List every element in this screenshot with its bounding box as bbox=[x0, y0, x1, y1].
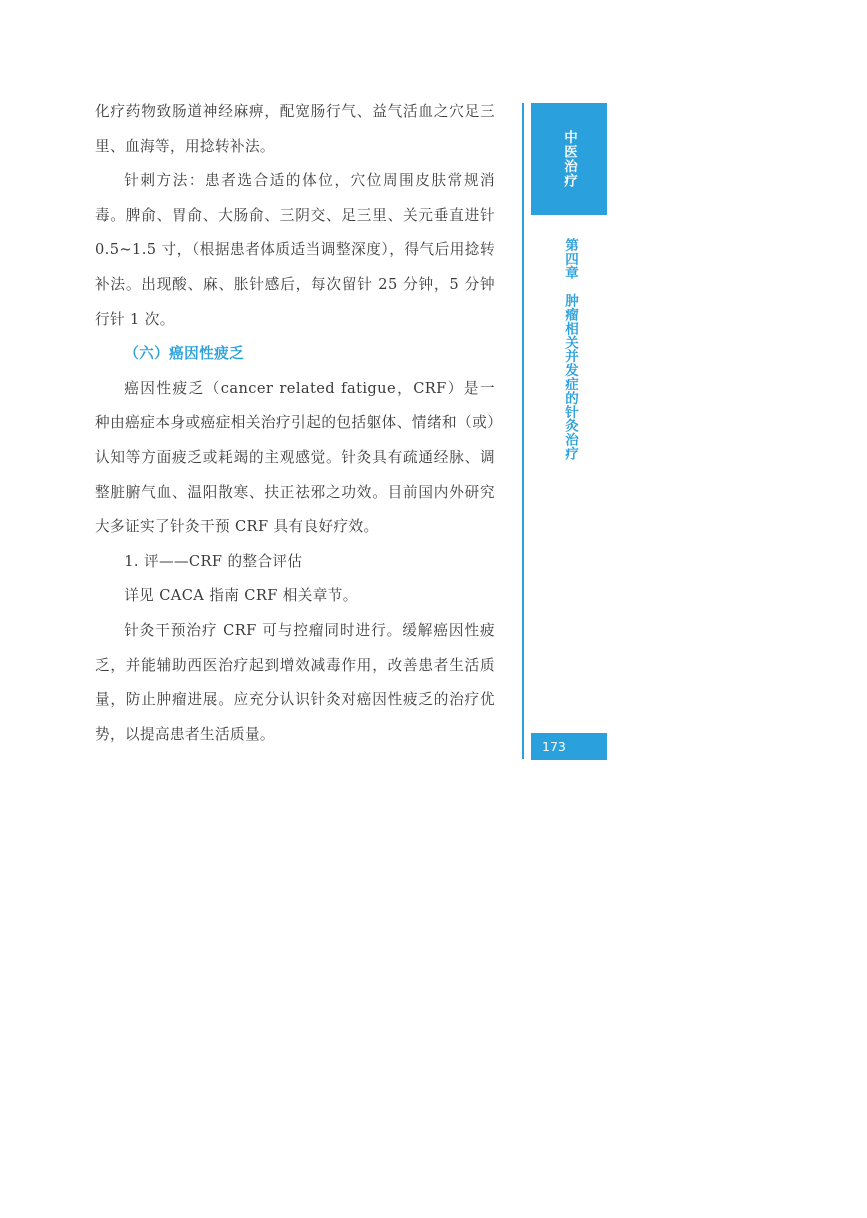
paragraph-2: 针刺方法：患者选合适的体位，穴位周围皮肤常规消毒。脾俞、胃俞、大肠俞、三阴交、足三里、关元垂直进针 0.5~1.5 寸，（根据患者体质适当调整深度），得气后用捻转补法。出现酸、麻、胀针感后，每次留针 25 分钟，5 分钟行针 1 次。 bbox=[95, 172, 495, 328]
margin-divider bbox=[522, 103, 524, 759]
paragraph-3: 癌因性疲乏（cancer related fatigue，CRF）是一种由癌症本身或癌症相关治疗引起的包括躯体、情绪和（或）认知等方面疲乏或耗竭的主观感觉。针灸具有疏通经脉、调整脏腑气血、温阳散寒、扶正祛邪之功效。目前国内外研究大多证实了针灸干预 CRF 具有良好疗效。 bbox=[95, 379, 495, 536]
paragraph-5: 详见 CACA 指南 CRF 相关章节。 bbox=[124, 587, 358, 605]
main-text bbox=[95, 95, 495, 752]
paragraph-1: 化疗药物致肠道神经麻痹，配宽肠行气、益气活血之穴足三里、血海等，用捻转补法。 bbox=[95, 103, 495, 155]
chapter-title: 肿瘤相关并发症的针灸治疗 bbox=[562, 293, 578, 461]
section-tab-label: 中医治疗 bbox=[561, 130, 577, 188]
paragraph-4: 1. 评——CRF 的整合评估 bbox=[124, 552, 303, 570]
section-tab bbox=[531, 103, 607, 215]
chapter-number: 第四章 bbox=[562, 238, 578, 280]
paragraph-6: 针灸干预治疗 CRF 可与控瘤同时进行。缓解癌因性疲乏，并能辅助西医治疗起到增效减毒作用，改善患者生活质量，防止肿瘤进展。应充分认识针灸对癌因性疲乏的治疗优势，以提高患者生活质量。 bbox=[95, 621, 495, 743]
section-heading: （六）癌因性疲乏 bbox=[124, 345, 245, 363]
chapter-label bbox=[563, 238, 577, 461]
page-number: 173 bbox=[531, 733, 607, 760]
